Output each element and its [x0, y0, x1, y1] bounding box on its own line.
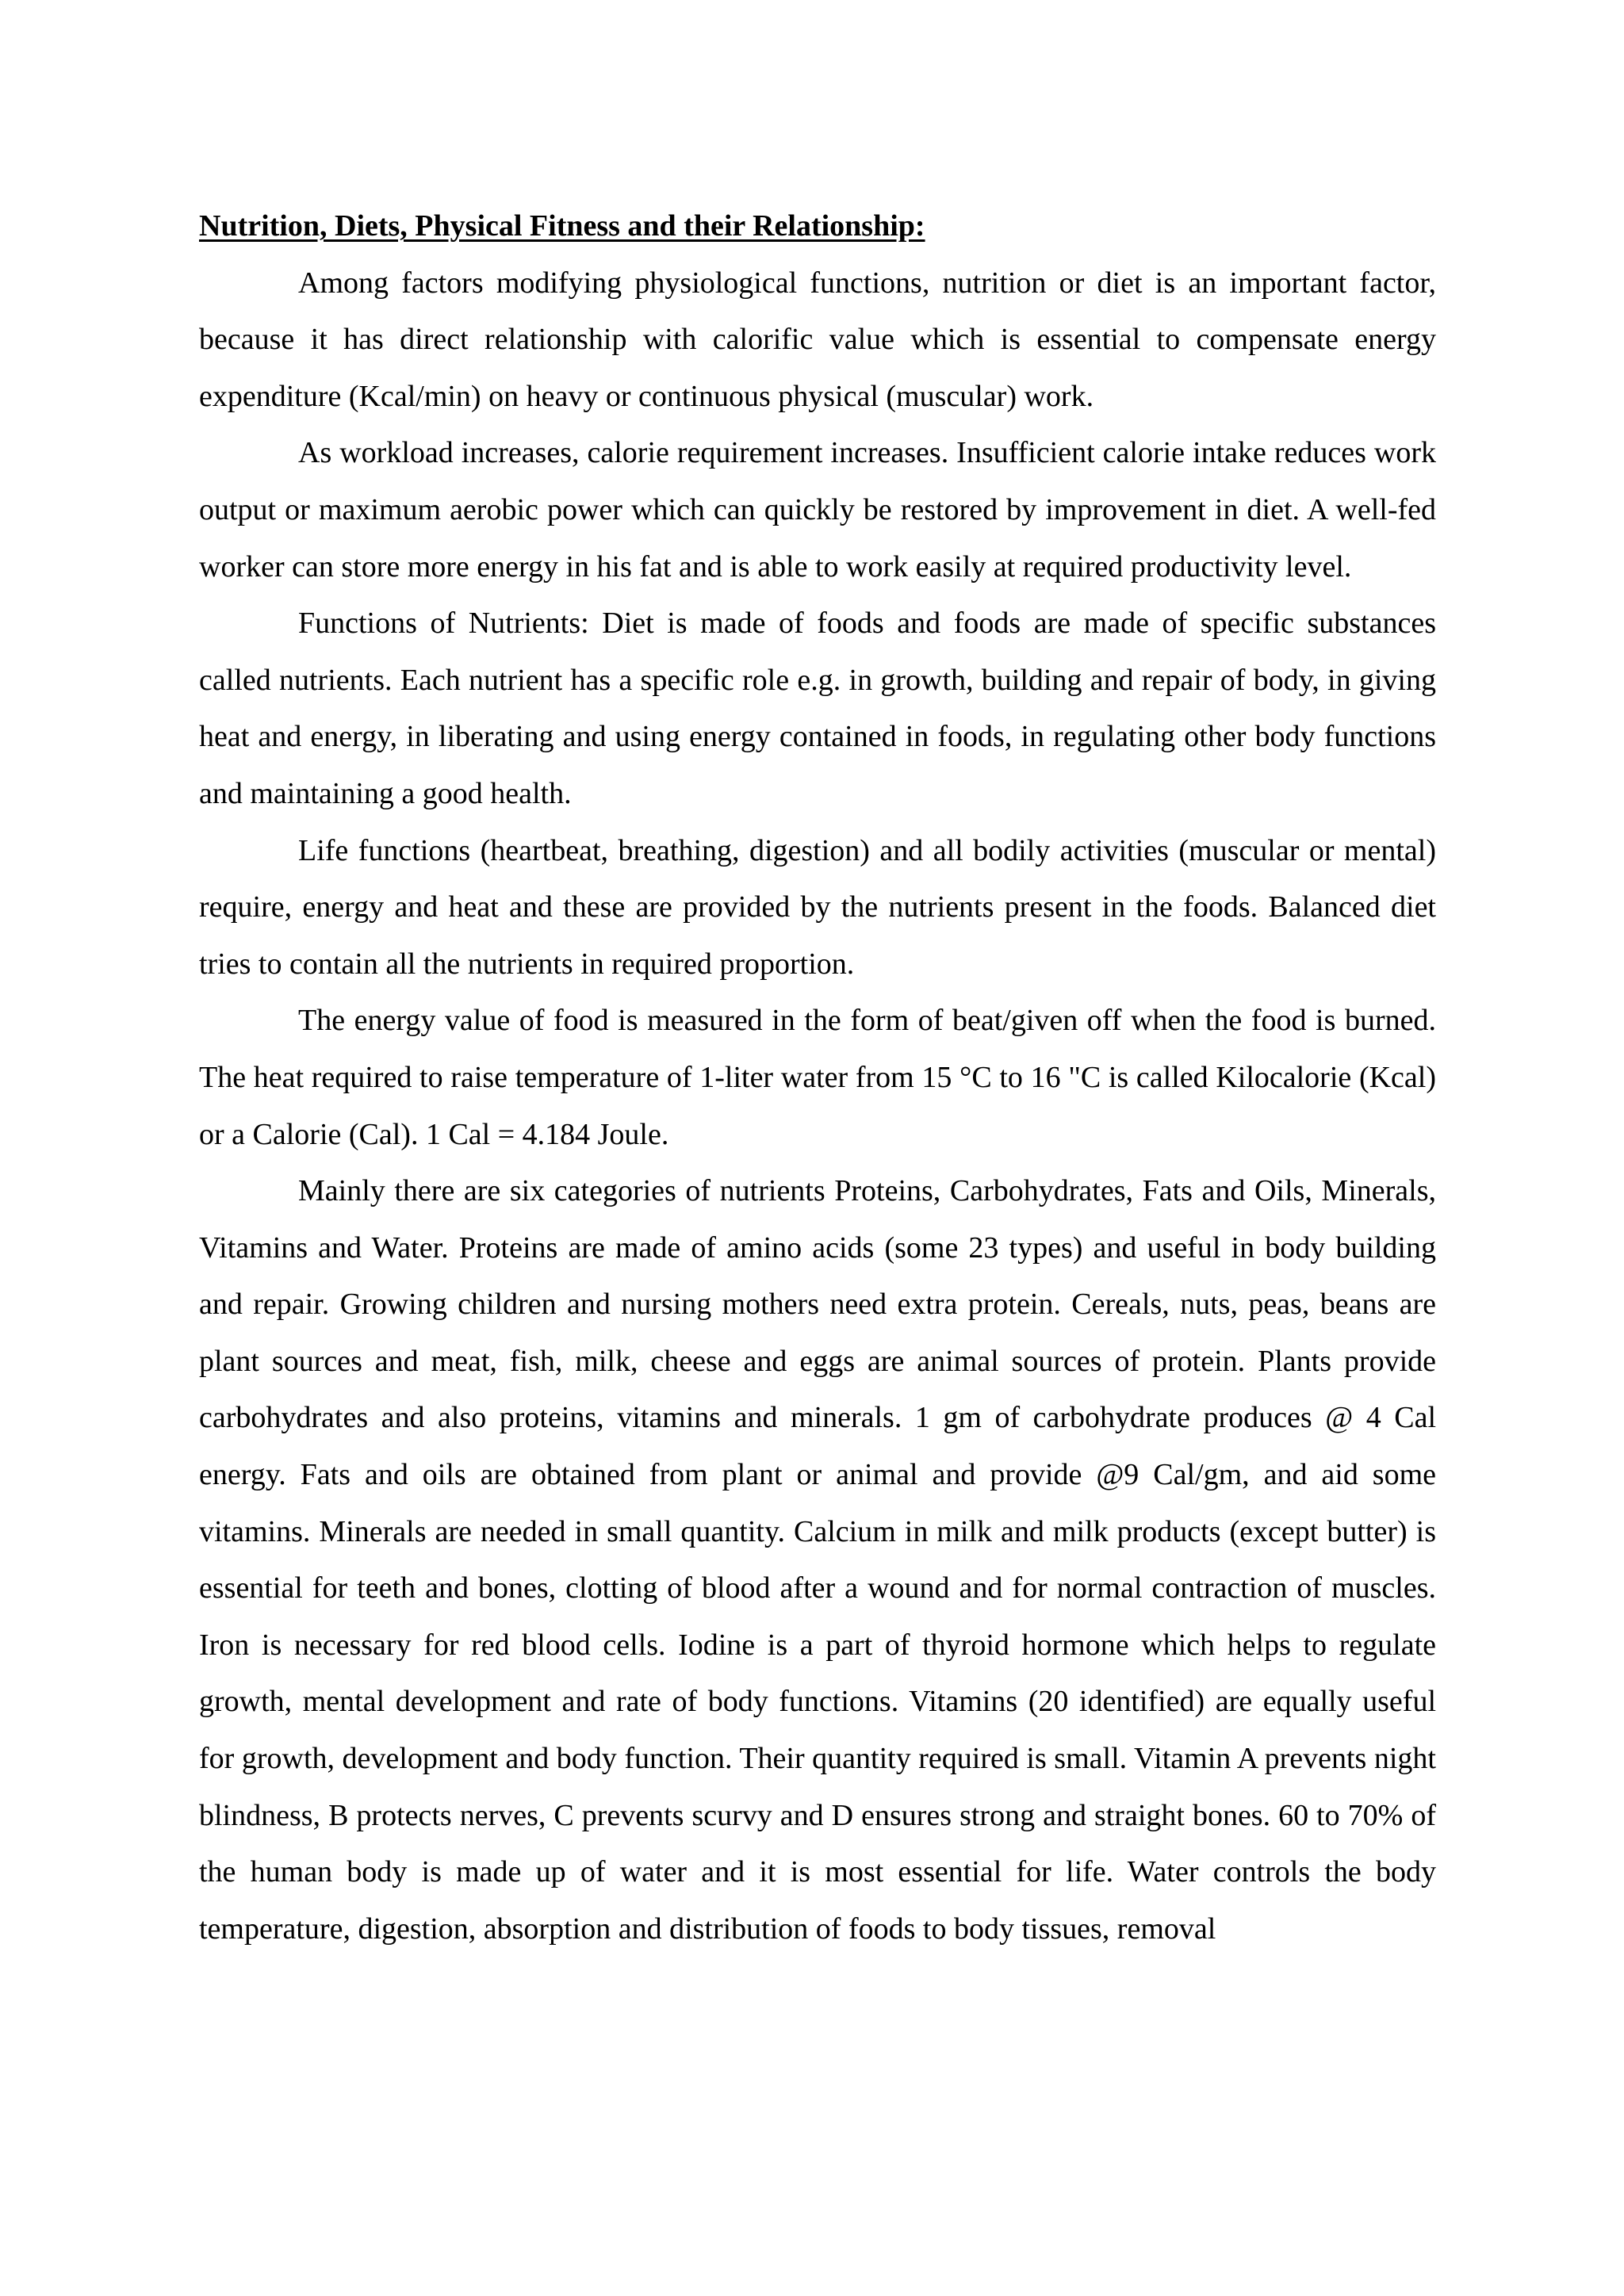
- paragraph-nutrient-categories: Mainly there are six categories of nutrients Proteins, Carbohydrates, Fats and Oils, Minerals, Vitamins and Water. Proteins are made of amino acids (some 23 types) and useful in body building and repair. Growing children and nursing mothers need extra protein. Cereals, nuts, peas, beans are plant sources and meat, fish, milk, cheese and eggs are animal sources of protein. Plants provide carbohydrates and also proteins, vitamins and minerals. 1 gm of carbohydrate produces @ 4 Cal energy. Fats and oils are obtained from plant or animal and provide @9 Cal/gm, and aid some vitamins. Minerals are needed in small quantity. Calcium in milk and milk products (except butter) is essential for teeth and bones, clotting of blood after a wound and for normal contraction of muscles. Iron is necessary for red blood cells. Iodine is a part of thyroid hormone which helps to regulate growth, mental development and rate of body functions. Vitamins (20 identified) are equally useful for growth, development and body function. Their quantity required is small. Vitamin A prevents night blindness, B protects nerves, C prevents scurvy and D ensures strong and straight bones. 60 to 70% of the human body is made up of water and it is most essential for life. Water controls the body temperature, digestion, absorption and distribution of foods to body tissues, removal: [199, 1174, 1436, 1946]
- paragraph-energy-value: The energy value of food is measured in the form of beat/given off when the food is burned. The heat required to raise temperature of 1-liter water from 15 °C to 16 "C is called Kilocalorie (Kcal) or a Calorie (Cal). 1 Cal = 4.184 Joule.: [199, 1004, 1436, 1151]
- paragraph-life-functions: Life functions (heartbeat, breathing, digestion) and all bodily activities (muscular or mental) require, energy and heat and these are provided by the nutrients present in the foods. Balanced diet tries to contain all the nutrients in required proportion.: [199, 833, 1436, 981]
- paragraph-nutrition-importance: Among factors modifying physiological functions, nutrition or diet is an important factor, because it has direct relationship with calorific value which is essential to compensate energy expenditure (Kcal/min) on heavy or continuous physical (muscular) work.: [199, 266, 1436, 413]
- paragraph-workload-calories: As workload increases, calorie requirement increases. Insufficient calorie intake reduces work output or maximum aerobic power which can quickly be restored by improvement in diet. A well-fed worker can store more energy in his fat and is able to work easily at required productivity level.: [199, 436, 1436, 584]
- section-heading: Nutrition, Diets, Physical Fitness and their Relationship:: [199, 209, 925, 243]
- document-body: [199, 198, 1436, 1957]
- paragraph-functions-of-nutrients: Functions of Nutrients: Diet is made of foods and foods are made of specific substances called nutrients. Each nutrient has a specific role e.g. in growth, building and repair of body, in giving heat and energy, in liberating and using energy contained in foods, in regulating other body functions and maintaining a good health.: [199, 607, 1436, 810]
